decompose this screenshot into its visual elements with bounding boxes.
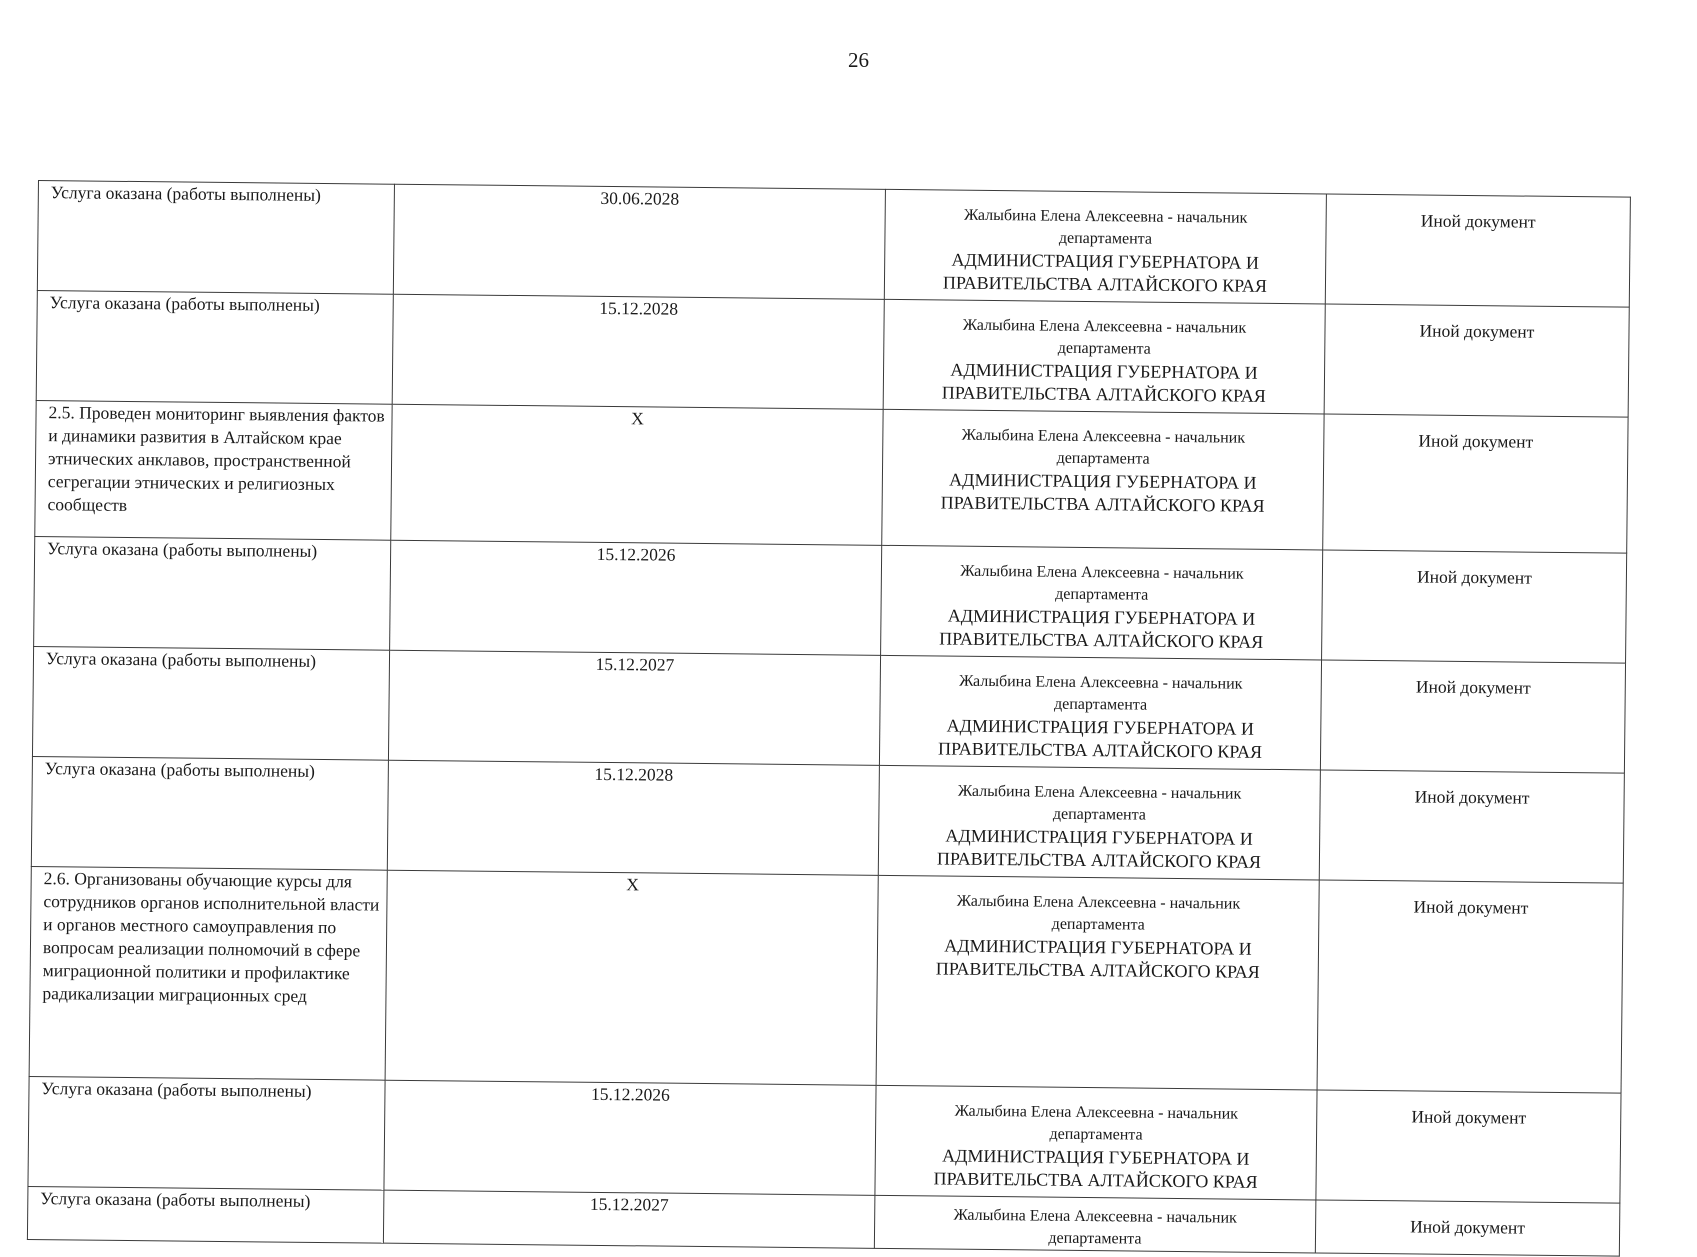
responsible-cell (884, 189, 1326, 304)
responsible-cell (881, 545, 1323, 660)
document-type-cell: Иной документ (1325, 194, 1630, 307)
responsible-position: департамента (1053, 695, 1148, 714)
document-type-cell: Иной документ (1319, 770, 1624, 883)
document-type-cell: Иной документ (1322, 550, 1627, 663)
responsible-name: Жалыбина Елена Алексеевна - начальник (960, 562, 1244, 583)
responsible-organization: АДМИНИСТРАЦИЯ ГУБЕРНАТОРА И ПРАВИТЕЛЬСТВА АЛТАЙСКОГО КРАЯ (939, 605, 1264, 652)
date-cell: X (391, 404, 883, 545)
responsible-name: Жалыбина Елена Алексеевна - начальник (959, 672, 1243, 693)
responsible-cell (878, 765, 1320, 880)
responsible-organization: АДМИНИСТРАЦИЯ ГУБЕРНАТОРА И ПРАВИТЕЛЬСТВА АЛТАЙСКОГО КРАЯ (933, 1145, 1258, 1192)
responsible-cell (875, 1085, 1317, 1200)
result-cell: Услуга оказана (работы выполнены) (37, 181, 394, 295)
result-cell: Услуга оказана (работы выполнены) (34, 536, 391, 650)
responsible-name: Жалыбина Елена Алексеевна - начальник (953, 1206, 1237, 1227)
responsible-organization: АДМИНИСТРАЦИЯ ГУБЕРНАТОРА И ПРАВИТЕЛЬСТВА АЛТАЙСКОГО КРАЯ (942, 249, 1268, 296)
responsible-name: Жалыбина Елена Алексеевна - начальник (956, 892, 1241, 913)
responsible-organization: АДМИНИСТРАЦИЯ ГУБЕРНАТОРА И ПРАВИТЕЛЬСТВА АЛТАЙСКОГО КРАЯ (941, 359, 1266, 406)
document-type-cell: Иной документ (1324, 304, 1629, 417)
result-cell: Услуга оказана (работы выполнены) (28, 1076, 385, 1190)
table-row (31, 756, 1624, 883)
date-cell: 15.12.2027 (388, 650, 880, 765)
table-row (32, 646, 1625, 773)
document-type-cell: Иной документ (1315, 1200, 1620, 1256)
results-table (27, 180, 1631, 1257)
results-table-wrapper (27, 180, 1596, 1256)
responsible-position: департамента (1056, 449, 1150, 468)
responsible-position: департамента (1057, 339, 1151, 358)
responsible-position: департамента (1055, 585, 1149, 604)
date-cell: X (385, 870, 878, 1085)
responsible-name: Жалыбина Елена Алексеевна - начальник (963, 206, 1248, 227)
responsible-cell (874, 1195, 1316, 1253)
responsible-organization: АДМИНИСТРАЦИЯ ГУБЕРНАТОРА И ПРАВИТЕЛЬСТВА АЛТАЙСКОГО КРАЯ (936, 825, 1262, 872)
responsible-organization: АДМИНИСТРАЦИЯ ГУБЕРНАТОРА И ПРАВИТЕЛЬСТВА АЛТАЙСКОГО КРАЯ (935, 935, 1260, 982)
document-type-cell: Иной документ (1316, 1090, 1621, 1203)
date-cell: 15.12.2026 (390, 540, 882, 655)
responsible-cell (876, 875, 1319, 1090)
responsible-organization: АДМИНИСТРАЦИЯ ГУБЕРНАТОРА И ПРАВИТЕЛЬСТВА АЛТАЙСКОГО КРАЯ (940, 469, 1265, 516)
date-cell: 15.12.2028 (387, 760, 879, 875)
responsible-cell (883, 299, 1325, 414)
result-cell: Услуга оказана (работы выполнены) (27, 1186, 384, 1243)
responsible-cell (882, 409, 1324, 550)
responsible-name: Жалыбина Елена Алексеевна - начальник (957, 782, 1242, 803)
event-description-cell: 2.6. Организованы обучающие курсы для сотрудников органов исполнительной власти и органов местного самоуправления по вопросам реализации полномочий в сфере миграционной политики и профилактике радикализации миграционных сред (29, 866, 387, 1080)
date-cell: 30.06.2028 (393, 184, 885, 299)
date-cell: 15.12.2028 (392, 294, 884, 409)
table-row (35, 400, 1628, 553)
result-cell: Услуга оказана (работы выполнены) (31, 756, 388, 870)
responsible-name: Жалыбина Елена Алексеевна - начальник (962, 316, 1247, 337)
responsible-name: Жалыбина Елена Алексеевна - начальник (961, 426, 1246, 447)
result-cell: Услуга оказана (работы выполнены) (36, 290, 393, 404)
document-type-cell: Иной документ (1317, 880, 1623, 1093)
responsible-name: Жалыбина Елена Алексеевна - начальник (954, 1102, 1239, 1123)
table-row (29, 866, 1623, 1093)
date-cell: 15.12.2027 (383, 1190, 875, 1248)
responsible-position: департамента (1049, 1125, 1143, 1144)
table-row (28, 1076, 1621, 1203)
document-type-cell: Иной документ (1320, 660, 1625, 773)
table-row (36, 290, 1629, 417)
document-type-cell: Иной документ (1323, 414, 1628, 553)
responsible-position: департамента (1052, 805, 1147, 824)
event-description-cell: 2.5. Проведен мониторинг выявления фактов и динамики развития в Алтайском крае этнических анклавов, пространственной сегрегации этнических и религиозных сообществ (35, 400, 392, 540)
page-number: 26 (848, 48, 869, 72)
responsible-position: департамента (1051, 915, 1145, 934)
responsible-position: департамента (1048, 1229, 1142, 1248)
table-row (34, 536, 1627, 663)
responsible-cell (879, 655, 1321, 770)
result-cell: Услуга оказана (работы выполнены) (32, 646, 389, 760)
date-cell: 15.12.2026 (384, 1080, 876, 1195)
responsible-organization: АДМИНИСТРАЦИЯ ГУБЕРНАТОРА И ПРАВИТЕЛЬСТВА АЛТАЙСКОГО КРАЯ (937, 715, 1263, 762)
table-row (37, 181, 1630, 308)
responsible-position: департамента (1058, 229, 1153, 248)
